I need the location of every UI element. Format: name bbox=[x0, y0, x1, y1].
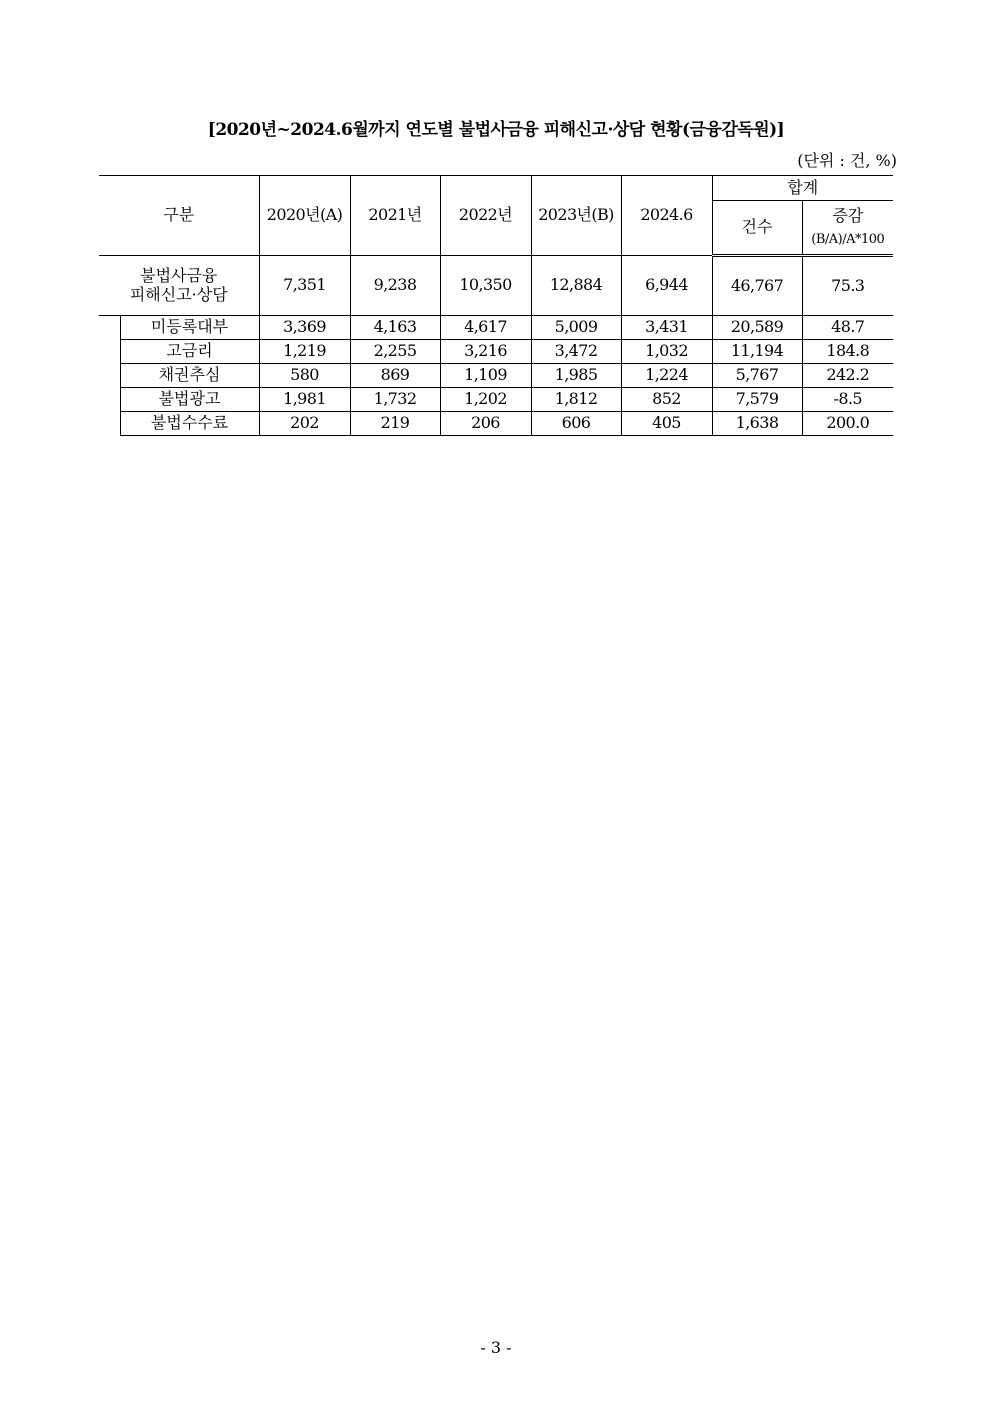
row-value: 1,032 bbox=[621, 340, 712, 364]
row-value: 869 bbox=[350, 364, 440, 388]
total-value-2023: 12,884 bbox=[531, 256, 621, 316]
table-row bbox=[99, 388, 893, 412]
row-label: 불법광고 bbox=[120, 388, 259, 412]
table-title: [2020년~2024.6월까지 연도별 불법사금융 피해신고·상담 현황(금융감독원)] bbox=[207, 120, 785, 140]
total-label-line2: 피해신고·상담 bbox=[129, 284, 228, 304]
row-label: 채권추심 bbox=[120, 364, 259, 388]
header-year-2020: 2020년(A) bbox=[259, 176, 350, 256]
row-value: 219 bbox=[350, 412, 440, 436]
header-change: 증감 bbox=[832, 205, 864, 225]
row-value: 1,109 bbox=[440, 364, 531, 388]
statistics-table bbox=[99, 175, 893, 436]
total-label-line1: 불법사금융 bbox=[140, 266, 218, 286]
header-year-2021: 2021년 bbox=[350, 176, 440, 256]
row-value: 606 bbox=[531, 412, 621, 436]
row-value: 3,369 bbox=[259, 316, 350, 340]
row-value: 206 bbox=[440, 412, 531, 436]
total-value-2020: 7,351 bbox=[259, 256, 350, 316]
row-value: 202 bbox=[259, 412, 350, 436]
row-label: 미등록대부 bbox=[120, 316, 259, 340]
row-value: 3,431 bbox=[621, 316, 712, 340]
header-year-2024: 2024.6 bbox=[621, 176, 712, 256]
page-number: - 3 - bbox=[480, 1338, 512, 1357]
row-value: 20,589 bbox=[712, 316, 802, 340]
row-value: 184.8 bbox=[802, 340, 893, 364]
total-row bbox=[99, 256, 893, 316]
indent-spacer bbox=[99, 316, 120, 436]
row-value: -8.5 bbox=[802, 388, 893, 412]
table-row bbox=[99, 316, 893, 340]
header-total-group: 합계 bbox=[712, 176, 893, 201]
row-value: 1,732 bbox=[350, 388, 440, 412]
row-value: 2,255 bbox=[350, 340, 440, 364]
table-row bbox=[99, 340, 893, 364]
row-value: 852 bbox=[621, 388, 712, 412]
header-year-2022: 2022년 bbox=[440, 176, 531, 256]
table-row bbox=[99, 364, 893, 388]
row-value: 1,224 bbox=[621, 364, 712, 388]
row-value: 1,219 bbox=[259, 340, 350, 364]
row-label: 불법수수료 bbox=[120, 412, 259, 436]
row-value: 580 bbox=[259, 364, 350, 388]
header-category: 구분 bbox=[99, 176, 259, 256]
row-value: 4,617 bbox=[440, 316, 531, 340]
row-value: 5,009 bbox=[531, 316, 621, 340]
total-value-change: 75.3 bbox=[802, 256, 893, 316]
total-label-cell bbox=[99, 256, 259, 316]
row-value: 1,812 bbox=[531, 388, 621, 412]
row-value: 4,163 bbox=[350, 316, 440, 340]
row-value: 5,767 bbox=[712, 364, 802, 388]
unit-note: (단위 : 건, %) bbox=[797, 151, 897, 170]
total-value-2021: 9,238 bbox=[350, 256, 440, 316]
row-value: 1,985 bbox=[531, 364, 621, 388]
row-value: 242.2 bbox=[802, 364, 893, 388]
header-count: 건수 bbox=[712, 201, 802, 256]
row-value: 3,472 bbox=[531, 340, 621, 364]
total-value-count: 46,767 bbox=[712, 256, 802, 316]
row-value: 3,216 bbox=[440, 340, 531, 364]
header-year-2023: 2023년(B) bbox=[531, 176, 621, 256]
total-value-2022: 10,350 bbox=[440, 256, 531, 316]
header-row-1 bbox=[99, 176, 893, 201]
header-change-formula: (B/A)/A*100 bbox=[811, 232, 885, 248]
total-value-2024: 6,944 bbox=[621, 256, 712, 316]
row-value: 7,579 bbox=[712, 388, 802, 412]
header-change-cell bbox=[802, 201, 893, 256]
row-value: 48.7 bbox=[802, 316, 893, 340]
row-value: 405 bbox=[621, 412, 712, 436]
row-value: 1,202 bbox=[440, 388, 531, 412]
row-value: 1,981 bbox=[259, 388, 350, 412]
row-value: 200.0 bbox=[802, 412, 893, 436]
row-label: 고금리 bbox=[120, 340, 259, 364]
table-row bbox=[99, 412, 893, 436]
row-value: 1,638 bbox=[712, 412, 802, 436]
row-value: 11,194 bbox=[712, 340, 802, 364]
